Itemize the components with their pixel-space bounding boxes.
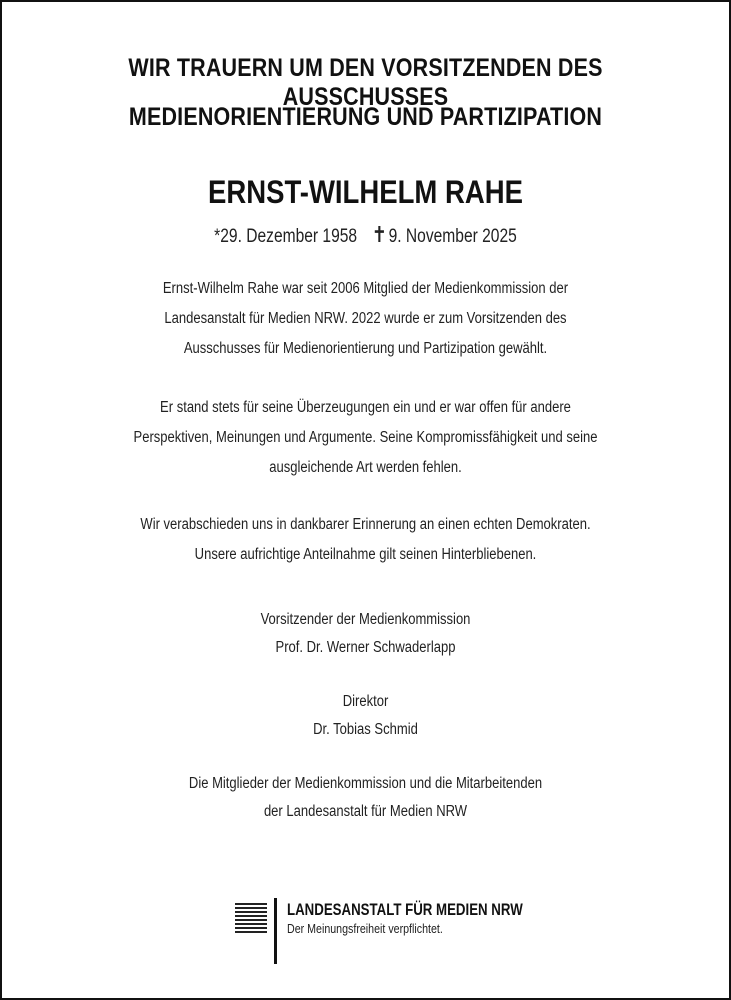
signature-staff xyxy=(94,770,637,826)
paragraph-line: Ausschusses für Medienorientierung und Partizipation gewählt. xyxy=(183,340,548,357)
life-dates xyxy=(67,222,663,248)
headline-line-2: MEDIENORIENTIERUNG UND PARTIZIPATION xyxy=(128,103,603,131)
headline-line-1: WIR TRAUERN UM DEN VORSITZENDEN DES AUSSCHUSSES xyxy=(128,54,603,111)
paragraph-line: Unsere aufrichtige Anteilnahme gilt seinen Hinterbliebenen. xyxy=(194,546,537,563)
staff-line-2: der Landesanstalt für Medien NRW xyxy=(263,803,468,820)
staff-line-1: Die Mitglieder der Medienkommission und die Mitarbeitenden xyxy=(188,775,543,792)
chair-role: Vorsitzender der Medienkommission xyxy=(260,611,471,628)
paragraph-membership xyxy=(94,274,637,364)
director-role: Direktor xyxy=(342,693,389,710)
death-date: 9. November 2025 xyxy=(388,226,517,247)
chair-name: Prof. Dr. Werner Schwaderlapp xyxy=(275,639,456,656)
paragraph-line: Wir verabschieden uns in dankbarer Erinnerung an einen echten Demokraten. xyxy=(140,516,591,533)
logo-divider xyxy=(274,898,277,964)
deceased-name: ERNST-WILHELM RAHE xyxy=(208,174,523,210)
paragraph-line: Ernst-Wilhelm Rahe war seit 2006 Mitglied der Medienkommission der xyxy=(162,280,569,297)
signature-chair xyxy=(94,606,637,662)
paragraph-farewell xyxy=(94,510,637,570)
logo-title: LANDESANSTALT FÜR MEDIEN NRW xyxy=(287,900,523,919)
logo-stripes-icon xyxy=(235,903,267,935)
director-name: Dr. Tobias Schmid xyxy=(313,721,418,738)
paragraph-line: Landesanstalt für Medien NRW. 2022 wurde er zum Vorsitzenden des xyxy=(164,310,567,327)
signature-director xyxy=(94,688,637,744)
paragraph-line: Er stand stets für seine Überzeugungen ein und er war offen für andere xyxy=(160,399,571,416)
cross-icon: ✝ xyxy=(371,222,387,247)
logo-tagline: Der Meinungsfreiheit verpflichtet. xyxy=(287,921,443,936)
paragraph-line: Perspektiven, Meinungen und Argumente. Seine Kompromissfähigkeit und seine xyxy=(133,429,598,446)
landesanstalt-logo xyxy=(235,898,535,968)
paragraph-line: ausgleichende Art werden fehlen. xyxy=(269,459,462,476)
paragraph-character xyxy=(94,393,637,483)
birth-date: *29. Dezember 1958 xyxy=(214,226,358,247)
